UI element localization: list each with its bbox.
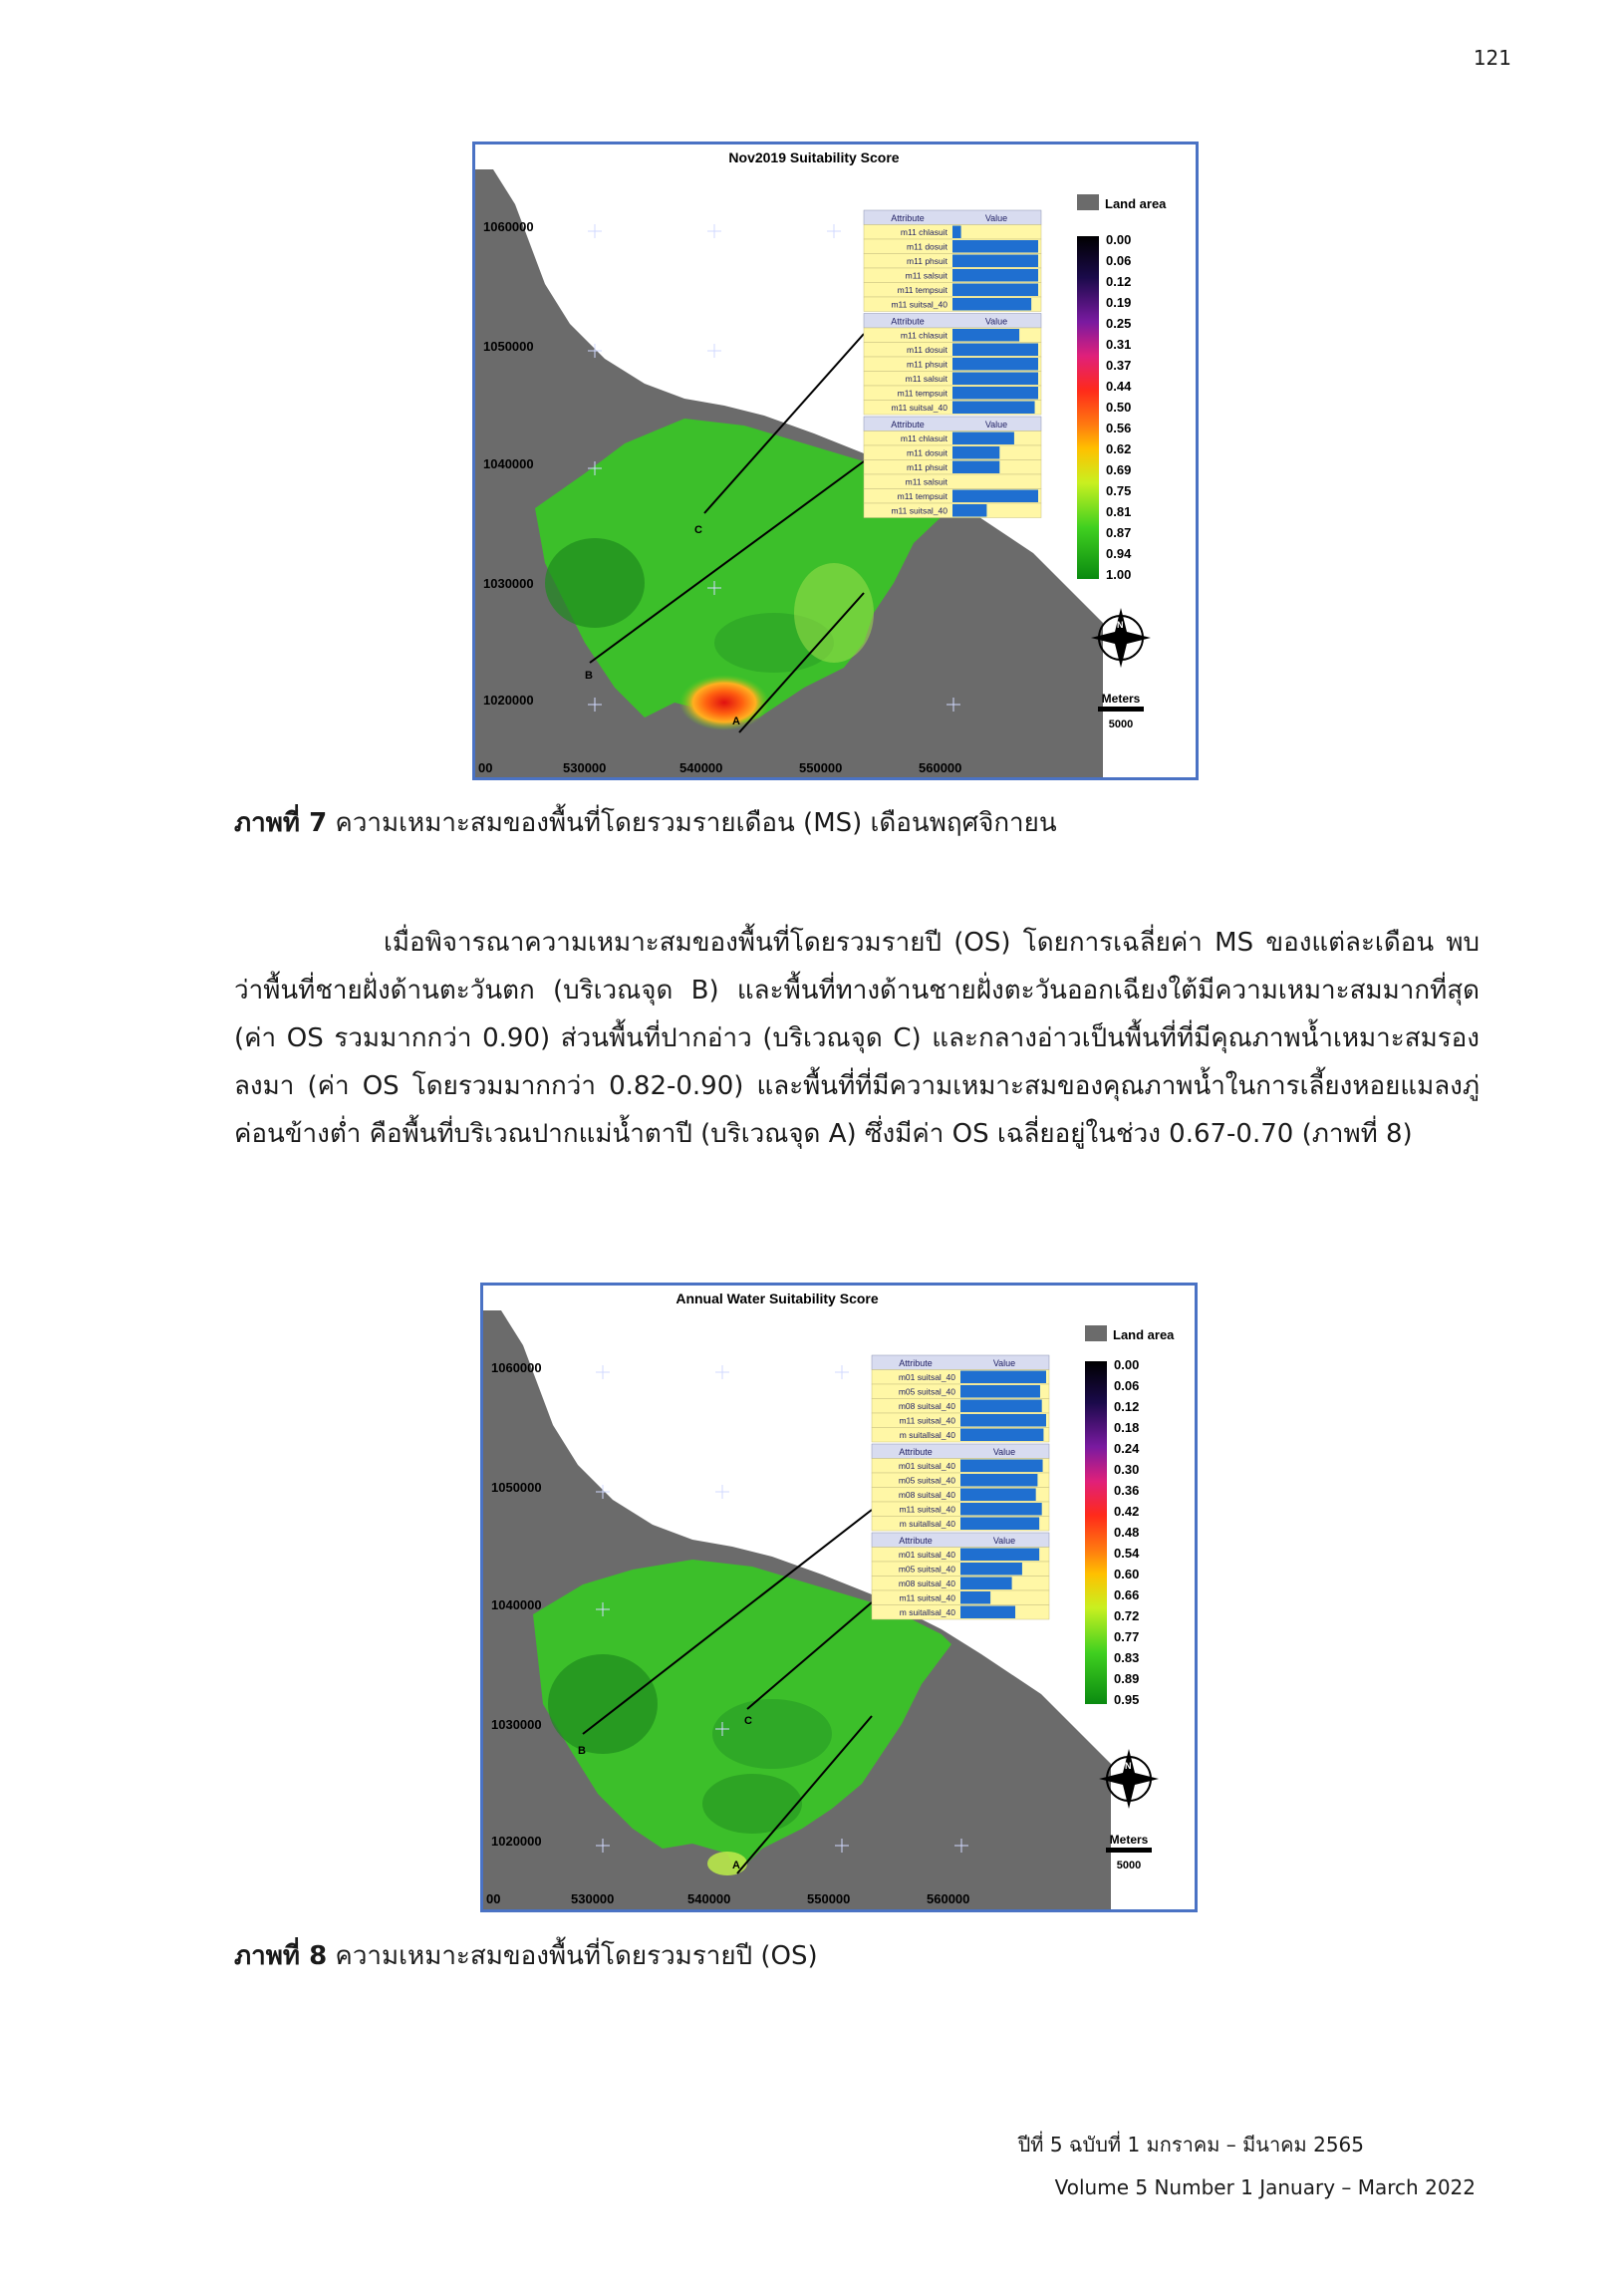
table-header-value: Value (984, 420, 1008, 430)
figure-7-hotspot (679, 675, 769, 730)
table-value-bar (952, 432, 1014, 445)
figure-8-land-swatch (1085, 1325, 1107, 1341)
figure-8-xtick: 540000 (687, 1891, 731, 1906)
table-row-label: m11 dosuit (907, 345, 947, 355)
figure-7-scale-label: Meters (1101, 692, 1141, 706)
table-value-bar (952, 344, 1038, 357)
table-row-label: m suitallsal_40 (899, 1519, 955, 1529)
table-value-bar (952, 269, 1038, 282)
colorbar-label: 0.81 (1106, 504, 1132, 519)
attribute-table (872, 1533, 1049, 1619)
table-value-bar (952, 461, 999, 474)
table-row-label: m suitallsal_40 (899, 1607, 955, 1617)
colorbar-label: 0.77 (1114, 1629, 1140, 1644)
colorbar-label: 0.24 (1114, 1441, 1140, 1456)
figure-8-caption-label: ภาพที่ 8 (234, 1941, 328, 1971)
colorbar-label: 0.30 (1114, 1462, 1140, 1477)
figure-7-scale-bar (1098, 707, 1144, 712)
colorbar-label: 0.06 (1106, 253, 1132, 268)
svg-text:N: N (1117, 620, 1124, 630)
colorbar-label: 0.95 (1114, 1692, 1140, 1707)
colorbar-label: 0.36 (1114, 1483, 1140, 1498)
table-value-bar (952, 446, 999, 459)
table-value-bar (960, 1606, 1015, 1619)
figure-8-caption (234, 1935, 818, 1976)
table-value-bar (952, 358, 1038, 371)
figure-7-point-c: C (694, 524, 702, 536)
figure-7-xtick: 530000 (563, 760, 607, 775)
colorbar-label: 1.00 (1106, 567, 1132, 582)
figure-8-scale-value: 5000 (1116, 1860, 1142, 1871)
table-row-label: m11 tempsuit (897, 491, 947, 501)
figure-7-point-a: A (732, 716, 740, 727)
figure-8-point-c: C (744, 1715, 752, 1727)
figure-7-svg (475, 144, 1196, 777)
colorbar-label: 0.75 (1106, 483, 1132, 498)
table-row-label: m11 phsuit (907, 462, 947, 472)
colorbar-label: 0.94 (1106, 546, 1132, 561)
table-value-bar (952, 255, 1038, 268)
table-row-label: m11 phsuit (907, 256, 947, 266)
figure-7-colorbar-labels (1106, 232, 1132, 582)
table-value-bar (960, 1400, 1042, 1413)
footer-english: Volume 5 Number 1 January – March 2022 (1054, 2175, 1476, 2199)
table-row-label: m11 salsuit (905, 476, 947, 487)
figure-8-ytick: 1060000 (491, 1360, 542, 1375)
table-value-bar (960, 1518, 1039, 1531)
table-header-value: Value (984, 316, 1008, 327)
attribute-table (864, 314, 1041, 416)
table-row-label: m01 suitsal_40 (898, 1550, 955, 1560)
body-paragraph (234, 919, 1480, 1158)
colorbar-label: 0.12 (1106, 274, 1132, 289)
table-value-bar (960, 1549, 1039, 1562)
figure-8-scale-label: Meters (1109, 1833, 1149, 1847)
figure-7-map (472, 142, 1199, 780)
table-header-attribute: Attribute (891, 420, 925, 430)
table-row-label: m11 tempsuit (897, 388, 947, 399)
table-row-label: m08 suitsal_40 (898, 1490, 955, 1500)
table-value-bar (952, 240, 1038, 253)
figure-7-xtick: 540000 (679, 760, 723, 775)
table-value-bar (952, 490, 1038, 503)
table-row-label: m11 suitsal_40 (899, 1504, 955, 1515)
colorbar-label: 0.18 (1114, 1420, 1140, 1435)
colorbar-label: 0.37 (1106, 358, 1132, 373)
figure-8-ytick: 1040000 (491, 1597, 542, 1612)
table-row-label: m11 suitsal_40 (899, 1592, 955, 1603)
figure-8-map (480, 1283, 1198, 1912)
figure-8-ytick: 1020000 (491, 1834, 542, 1849)
table-value-bar (952, 504, 986, 517)
figure-7-xtick: 560000 (919, 760, 962, 775)
table-value-bar (960, 1489, 1036, 1502)
table-row-label: m11 chlasuit (900, 330, 947, 341)
figure-7-legend-land: Land area (1105, 196, 1167, 211)
colorbar-label: 0.66 (1114, 1587, 1140, 1602)
attribute-table (864, 210, 1041, 312)
table-row-label: m11 tempsuit (897, 285, 947, 295)
table-row-label: m11 phsuit (907, 359, 947, 370)
figure-7-ytick: 1060000 (483, 219, 534, 234)
figure-8-ytick: 1050000 (491, 1480, 542, 1495)
table-row-label: m01 suitsal_40 (898, 1372, 955, 1382)
table-row (864, 474, 1041, 489)
table-value-bar (952, 387, 1038, 400)
figure-7-ytick: 1020000 (483, 693, 534, 708)
colorbar-label: 0.12 (1114, 1399, 1140, 1414)
colorbar-label: 0.44 (1106, 379, 1132, 394)
colorbar-label: 0.00 (1114, 1357, 1140, 1372)
figure-7-caption-text: ความเหมาะสมของพื้นที่โดยรวมรายเดือน (MS) เดือนพฤศจิกายน (327, 808, 1057, 838)
figure-7-point-b: B (585, 670, 593, 682)
table-row-label: m08 suitsal_40 (898, 1401, 955, 1411)
table-value-bar (960, 1503, 1042, 1516)
table-header-value: Value (992, 1536, 1016, 1546)
page-number: 121 (1473, 46, 1511, 70)
colorbar-label: 0.19 (1106, 295, 1132, 310)
figure-8-xtick: 550000 (807, 1891, 851, 1906)
table-row-label: m11 dosuit (907, 241, 947, 252)
colorbar-label: 0.25 (1106, 316, 1132, 331)
figure-7-ytick: 1050000 (483, 339, 534, 354)
table-value-bar (960, 1414, 1046, 1427)
figure-7-ytick: 1040000 (483, 456, 534, 471)
figure-8-attribute-tables (872, 1355, 1049, 1619)
colorbar-label: 0.62 (1106, 441, 1132, 456)
table-row-label: m11 suitsal_40 (899, 1415, 955, 1426)
colorbar-label: 0.69 (1106, 462, 1132, 477)
table-row-label: m11 dosuit (907, 447, 947, 458)
figure-8-point-a: A (732, 1860, 740, 1871)
table-header-value: Value (992, 1447, 1016, 1457)
figure-8-scale-bar (1106, 1848, 1152, 1853)
table-row-label: m11 suitsal_40 (891, 299, 947, 310)
figure-7-caption-label: ภาพที่ 7 (234, 808, 328, 838)
attribute-table (864, 417, 1041, 518)
figure-8-colorbar (1085, 1361, 1107, 1704)
table-value-bar (952, 329, 1019, 342)
table-value-bar (952, 373, 1038, 386)
table-row-label: m11 suitsal_40 (891, 505, 947, 516)
table-value-bar (952, 284, 1038, 297)
colorbar-label: 0.72 (1114, 1608, 1140, 1623)
body-paragraph-text: เมื่อพิจารณาความเหมาะสมของพื้นที่โดยรวมรายปี (OS) โดยการเฉลี่ยค่า MS ของแต่ละเดือน พบว่าพื้นที่ชายฝั่งด้านตะวันตก (บริเวณจุด B) และพื้นที่ทางด้านชายฝั่งตะวันออกเฉียงใต้มีความเหมาะสมมากที่สุด (ค่า OS รวมมากกว่า 0.90) ส่วนพื้นที่ปากอ่าว (บริเวณจุด C) และกลางอ่าวเป็นพื้นที่ที่มีคุณภาพน้ำเหมาะสมรองลงมา (ค่า OS โดยรวมมากกว่า 0.82-0.90) และพื้นที่ที่มีความเหมาะสมของคุณภาพน้ำในการเลี้ยงหอยแมลงภู่ค่อนข้างต่ำ คือพื้นที่บริเวณปากแม่น้ำตาปี (บริเวณจุด A) ซึ่งมีค่า OS เฉลี่ยอยู่ในช่วง 0.67-0.70 (ภาพที่ 8) (234, 928, 1480, 1149)
table-value-bar (960, 1578, 1012, 1590)
figure-8-point-b: B (578, 1745, 586, 1757)
figure-7-land-swatch (1077, 194, 1099, 210)
figure-7-scale-value: 5000 (1108, 718, 1134, 730)
svg-text:N: N (1125, 1761, 1132, 1771)
colorbar-label: 0.54 (1114, 1546, 1140, 1561)
colorbar-label: 0.87 (1106, 525, 1132, 540)
colorbar-label: 0.42 (1114, 1504, 1140, 1519)
colorbar-label: 0.31 (1106, 337, 1132, 352)
table-value-bar (960, 1563, 1022, 1576)
table-row-label: m11 salsuit (905, 374, 947, 384)
table-row-label: m suitallsal_40 (899, 1430, 955, 1440)
colorbar-label: 0.48 (1114, 1525, 1140, 1540)
figure-8-svg (483, 1286, 1195, 1909)
figure-7-xtick: 00 (478, 760, 493, 775)
table-value-bar (960, 1385, 1040, 1398)
table-header-value: Value (984, 213, 1008, 223)
table-row-label: m11 suitsal_40 (891, 403, 947, 413)
table-row-label: m08 suitsal_40 (898, 1578, 955, 1588)
colorbar-label: 0.00 (1106, 232, 1132, 247)
figure-7-caption (234, 802, 1057, 843)
colorbar-label: 0.50 (1106, 400, 1132, 415)
table-header-value: Value (992, 1358, 1016, 1368)
figure-7-colorbar (1077, 236, 1099, 579)
table-header-attribute: Attribute (891, 213, 925, 223)
colorbar-label: 0.56 (1106, 421, 1132, 435)
table-header-attribute: Attribute (899, 1447, 933, 1457)
table-value-bar (952, 298, 1031, 311)
figure-8-ytick: 1030000 (491, 1717, 542, 1732)
figure-8-legend-land: Land area (1113, 1327, 1175, 1342)
figure-8-caption-text: ความเหมาะสมของพื้นที่โดยรวมรายปี (OS) (327, 1941, 818, 1971)
table-row-label: m11 chlasuit (900, 433, 947, 443)
colorbar-label: 0.83 (1114, 1650, 1140, 1665)
table-row-label: m11 chlasuit (900, 227, 947, 237)
figure-7-xtick: 550000 (799, 760, 843, 775)
figure-8-colorbar-labels (1114, 1357, 1140, 1707)
table-value-bar (952, 402, 1035, 415)
table-row-label: m11 salsuit (905, 270, 947, 281)
colorbar-label: 0.06 (1114, 1378, 1140, 1393)
table-value-bar (960, 1371, 1046, 1384)
table-row-label: m05 suitsal_40 (898, 1386, 955, 1397)
figure-7-title: Nov2019 Suitability Score (728, 149, 900, 165)
figure-7-ytick: 1030000 (483, 576, 534, 591)
figure-7-attribute-tables (864, 210, 1041, 518)
attribute-table (872, 1444, 1049, 1531)
table-row-label: m05 suitsal_40 (898, 1564, 955, 1575)
table-row-label: m01 suitsal_40 (898, 1461, 955, 1471)
table-value-bar (960, 1591, 990, 1604)
table-header-attribute: Attribute (899, 1536, 933, 1546)
table-value-bar (952, 226, 961, 239)
figure-8-title: Annual Water Suitability Score (676, 1291, 879, 1306)
figure-8-xtick: 530000 (571, 1891, 615, 1906)
colorbar-label: 0.60 (1114, 1567, 1140, 1581)
table-header-attribute: Attribute (891, 316, 925, 327)
table-value-bar (960, 1429, 1043, 1442)
colorbar-label: 0.89 (1114, 1671, 1140, 1686)
table-value-bar (960, 1460, 1043, 1473)
table-header-attribute: Attribute (899, 1358, 933, 1368)
attribute-table (872, 1355, 1049, 1442)
table-row-label: m05 suitsal_40 (898, 1475, 955, 1486)
table-value-bar (960, 1474, 1037, 1487)
figure-8-xtick: 560000 (927, 1891, 970, 1906)
figure-8-xtick: 00 (486, 1891, 501, 1906)
footer-thai: ปีที่ 5 ฉบับที่ 1 มกราคม – มีนาคม 2565 (1017, 2133, 1364, 2156)
